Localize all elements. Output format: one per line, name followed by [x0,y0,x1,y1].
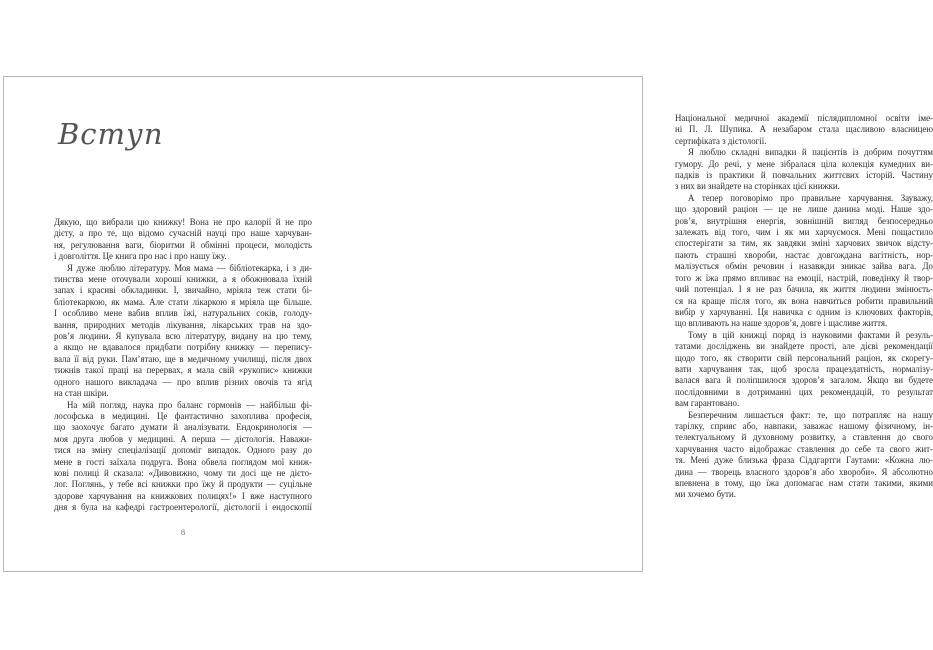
text-line: здорове харчування на книжкових полицях!» І вже наступного [54,490,312,501]
text-line: валася вага й поліпшилося здоров’я загалом. Якщо ви будете [675,375,933,386]
text-line: моя друга любов у медицині. А перша — дієтологія. Наважи- [54,433,312,444]
paragraph [675,410,933,501]
text-line: тарілку, сприяє або, навпаки, заважає нашому фізичному, ін- [675,420,933,431]
text-line: малізується обмін речовин і назавжди зникає зайва вага. До [675,261,933,272]
paragraph [675,193,933,330]
book-spread [3,76,933,572]
text-line: що здоровий раціон — це не лише данина моді. Наше здо- [675,204,933,215]
text-line: На мій погляд, наука про баланс гормонів — найбільш фі- [67,399,312,410]
text-line: Національної медичної академії післядипломної освіти іме- [675,113,933,123]
text-line: що заохочує багато думати й аналізувати. Ендокринологія — [54,422,312,433]
text-line: дня я була на кафедрі гастроентерології, дієтології і ендоскопії [54,502,312,513]
text-line: тя. Мені дуже близька фраза Сіддгартги Гаутами: «Кожна лю- [675,455,933,466]
page-right [323,77,933,571]
text-line: залежать від того, чим і як ми харчуємося. Мені пощастило [675,227,933,238]
page-left [4,77,323,571]
text-line: з них ви знайдете на сторінках цієї книжки. [675,181,840,192]
paragraph [54,263,312,400]
text-line: одного нашого викладача — про вплив різних овочів та ягід [54,376,312,387]
paragraph [675,113,933,147]
text-line: харчування часто відображає ставлення до себе та свого жит- [675,443,933,454]
text-line: ров’я, внутрішня енергія, зовнішній вигляд безпосередньо [675,215,933,226]
text-line: Тому в цій книжці поряд із науковими фактами й резуль- [688,329,933,340]
text-line: що впливають на наше здоров’я, довге і щасливе життя. [675,318,888,329]
text-line: і довголіття. Це книга про нас і про нашу їжу. [54,251,227,262]
text-line: лософська в медицині. Це фантастично захоплива професія, [54,410,312,421]
chapter-title: Вступ [58,117,164,151]
text-line: послідовними в дотриманні цих рекомендацій, то результат [675,386,933,397]
text-line: А тепер поговорімо про правильне харчування. Зауважу, [688,192,933,203]
text-line: мене в гості заїхала подруга. Вона обвела поглядом мої книж- [54,456,312,467]
text-line: дина — творець власного здоров’я або хвороби». Я абсолютно [675,466,933,477]
text-line: вання, природних методів лікування, лікарських трав на здо- [54,319,312,330]
text-line: вам гарантовано. [675,398,740,409]
text-line: І особливо мене вабив вплив їжі, натуральних соків, голоду- [54,308,312,319]
text-line: Я дуже люблю літературу. Моя мама — бібліотекарка, і з ди- [67,262,312,273]
text-line: того ж їжа прямо впливає на емоції, настрій, поведінку й твор- [675,272,933,283]
text-line: впевнена в тому, що їжа допомагає нам стати такими, якими [675,478,933,488]
text-line: ні П. Л. Шупика. А незабаром стала щасливою власницею [675,124,933,135]
text-line: Безперечним лишається факт: те, що потрапляє на нашу [688,409,933,420]
text-line: татами досліджень ви знайдете прості, але дієві рекомендації [675,341,933,352]
text-line: на стан шкіри. [54,388,109,399]
text-line: кові полиці й сказала: «Дивовижно, чому ти досі ще не дієто- [54,467,312,478]
text-line: ня, регулювання ваги, біоритми й обмінні процеси, молодість [54,239,312,250]
text-line: гумору. До речі, у мене зібралася ціла колекція кумедних ви- [675,158,933,169]
text-line: вала її від руки. Пам’ятаю, ще в медичному училищі, після двох [54,353,312,364]
text-line: бліотекаркою, як мама. Але стати лікаркою я мріяла ще більше. [54,296,312,307]
paragraph [675,330,933,410]
text-line: вибір у харчуванні. Ця навичка є одним із ключових факторів, [675,306,933,317]
text-line: запах і красиві обкладинки. І, звичайно, мріяла теж стати бі- [54,285,312,296]
text-line: щодо того, як створити свій персональний раціон, як скорегу- [675,352,933,363]
text-line: телектуальному й духовному розвитку, а ставлення до свого [675,432,933,443]
text-line: дієту, а про те, що відомо сучасній науці про наше харчуван- [54,228,312,239]
text-line: а якщо не вдавалося придбати потрібну книжку — перепису- [54,342,312,353]
text-line: спостерігати за тим, як завдяки зміні харчових звичок відсту- [675,238,933,249]
text-line: падків із практики й повчальних життєвих історій. Частину [675,170,933,181]
text-line: тися на зміну спеціалізації допоміг випадок. Одного разу до [54,445,312,456]
text-line: чий потенціал. І я не раз бачила, як життя людини змінюєть- [675,284,933,295]
paragraph [54,217,312,263]
text-line: Дякую, що вибрали цю книжку! Вона не про калорії й не про [54,217,312,227]
right-text-column [675,113,933,501]
paragraph [675,147,933,193]
text-line: вати харчування так, щоб зросла працездатність, нормалізу- [675,363,933,374]
text-line: лог. Поглянь, у тебе всі книжки про їжу й продукти — суцільне [54,479,312,490]
left-text-column [54,217,312,514]
text-line: ров’я людини. Я купувала всю літературу, видану на цю тему, [54,331,312,342]
paragraph [54,400,312,514]
text-line: Я люблю складні випадки й пацієнтів із добрим почуттям [688,147,933,158]
text-line: ся на краще після того, як вона навчиться робити правильний [675,295,933,306]
text-line: тинства мене оточували хороші книжки, а я обожнювала їхній [54,274,312,285]
text-line: сертифіката з дієтології. [675,135,767,146]
page-number-left: 8 [180,527,186,537]
text-line: пають страшні хвороби, настає довгождана вагітність, нор- [675,249,933,260]
text-line: ми хочемо бути. [675,489,737,500]
text-line: тижнів такої праці на перервах, я мала свій «рукопис» книжки [54,365,312,376]
